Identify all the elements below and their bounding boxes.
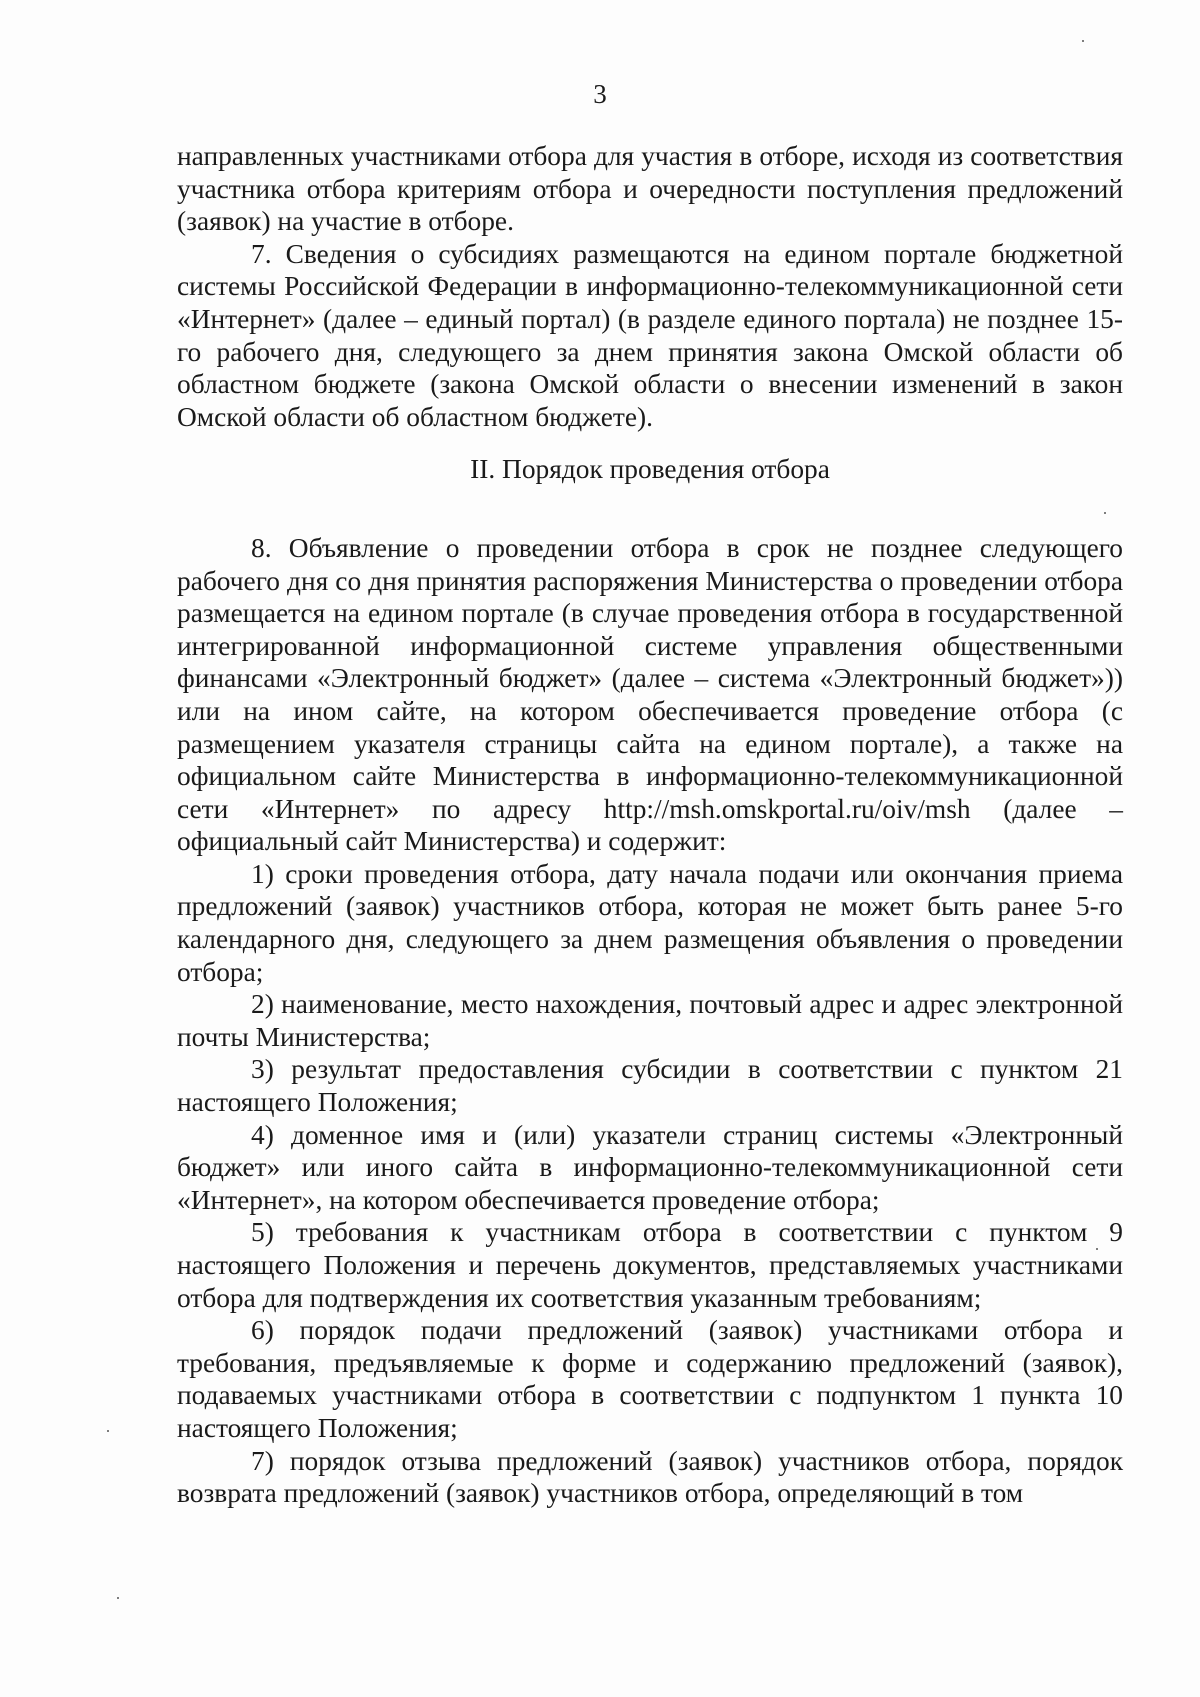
- subitem-3: 3) результат предоставления субсидии в соответствии с пунктом 21 настоящего Положения;: [177, 1054, 1123, 1118]
- scan-speck: [1096, 1248, 1098, 1250]
- paragraph-item-8: 8. Объявление о проведении отбора в срок не позднее следующего рабочего дня со дня принятия распоряжения Министерства о проведении отбора размещается на едином портале (в случае проведения отбора в государственной интегрированной информационной системе управления общественными финансами «Электронный бюджет» (далее – система «Электронный бюджет»)) или на ином сайте, на котором обеспечивается проведение отбора (с размещением указателя страницы сайта на едином портале), а также на официальном сайте Министерства в информационно-телекоммуникационной сети «Интернет» по адресу http://msh.omskportal.ru/oiv/msh (далее – официальный сайт Министерства) и содержит:: [177, 532, 1123, 857]
- scan-speck: [1104, 512, 1106, 514]
- page-number: 3: [593, 79, 607, 109]
- subitem-4: 4) доменное имя и (или) указатели страниц системы «Электронный бюджет» или иного сайта в информационно-телекоммуникационной сети «Интернет», на котором обеспечивается проведение отбора;: [177, 1119, 1123, 1215]
- scan-speck: [107, 1430, 109, 1432]
- scan-speck: [117, 1597, 119, 1599]
- paragraph-item-7: 7. Сведения о субсидиях размещаются на едином портале бюджетной системы Российской Федерации в информационно-телекоммуникационной сети «Интернет» (далее – единый портал) (в разделе единого портала) не позднее 15-го рабочего дня, следующего за днем принятия закона Омской области об областном бюджете (закона Омской области о внесении изменений в закон Омской области об областном бюджете).: [177, 238, 1123, 432]
- subitem-2: 2) наименование, место нахождения, почтовый адрес и адрес электронной почты Министерства;: [177, 989, 1123, 1052]
- scan-speck: [1082, 40, 1084, 42]
- subitem-1: 1) сроки проведения отбора, дату начала подачи или окончания приема предложений (заявок) участников отбора, которая не может быть ранее 5-го календарного дня, следующего за днем размещения объявления о проведении отбора;: [177, 858, 1123, 987]
- document-body: [177, 140, 1123, 1510]
- subitem-5: 5) требования к участникам отбора в соответствии с пунктом 9 настоящего Положения и перечень документов, представляемых участниками отбора для подтверждения их соответствия указанным требованиям;: [177, 1217, 1123, 1313]
- subitem-7: 7) порядок отзыва предложений (заявок) участников отбора, порядок возврата предложений (заявок) участников отбора, определяющий в том: [177, 1445, 1123, 1509]
- section-heading: II. Порядок проведения отбора: [470, 454, 830, 485]
- paragraph-continuation: направленных участниками отбора для участия в отборе, исходя из соответствия участника отбора критериям отбора и очередности поступления предложений (заявок) на участие в отборе.: [177, 141, 1123, 237]
- subitem-6: 6) порядок подачи предложений (заявок) участниками отбора и требования, предъявляемые к форме и содержанию предложений (заявок), подаваемых участниками отбора в соответствии с подпунктом 1 пункта 10 настоящего Положения;: [177, 1315, 1123, 1443]
